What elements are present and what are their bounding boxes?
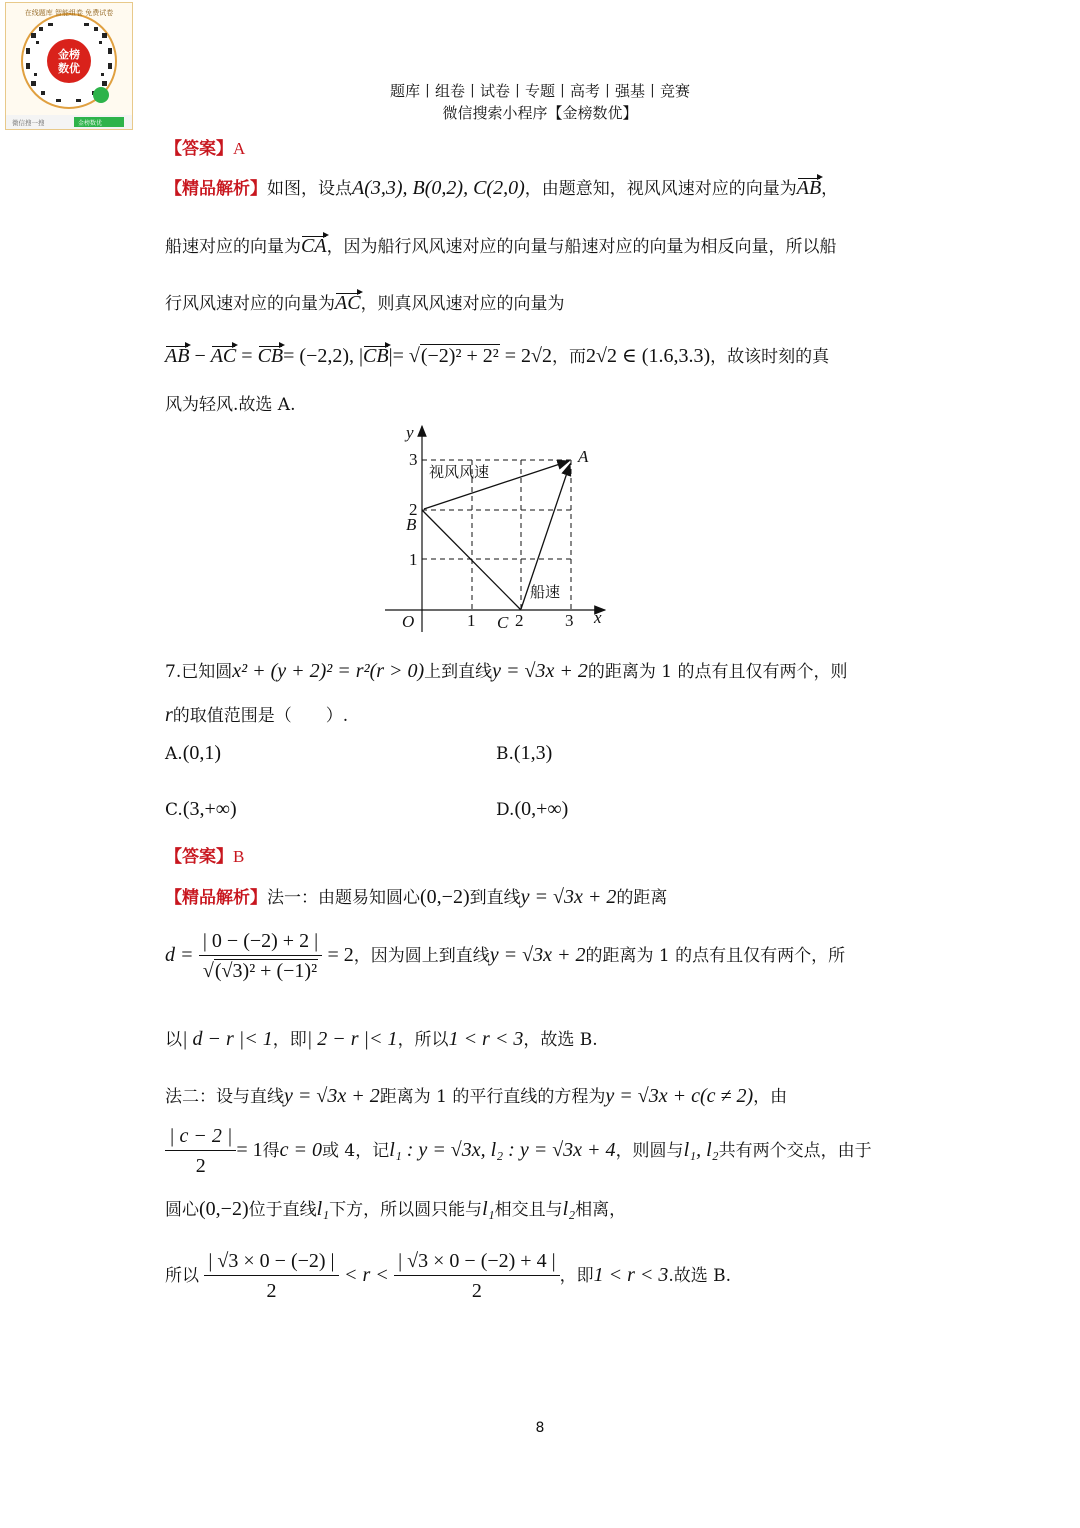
tick-y1: 1 [409,550,418,569]
tick-x1: 1 [467,611,476,630]
q7-method2-line2: $\frac{| c - 2 |}{2}$ = 1得c = 0或 4，记l₁ : y = √3x, l₂ : y = √3x + 4，则圆与l₁, l₂共有两个交点，由于 [165,1125,872,1178]
tick-x3: 3 [565,611,574,630]
x-axis-label: x [594,608,602,627]
q7-option-c: C.(3,+∞) [165,798,237,820]
svg-text:金榜: 金榜 [58,48,80,61]
q7-method2-line1: 法二：设与直线y = √3x + 2距离为 1 的平行直线的方程为y = √3x + c(c ≠ 2)，由 [165,1085,788,1107]
point-A-label: A [578,447,589,466]
svg-text:金榜数优: 金榜数优 [78,120,103,127]
q6-analysis-line2: 船速对应的向量为CA，因为船行风风速对应的向量与船速对应的向量为相反向量，所以船 [165,235,837,257]
vector-figure [380,420,620,640]
ship-speed-label: 船速 [530,583,561,601]
q7-option-b: B.(1,3) [496,742,553,764]
apparent-wind-label: 视风风速 [429,463,490,481]
q6-analysis-line5: 风为轻风.故选 A. [165,395,296,415]
q6-answer: 【答案】A [165,139,246,159]
page-number: 8 [535,1420,545,1436]
q7-option-a: A.(0,1) [165,742,222,764]
q7-answer: 【答案】B [165,847,245,867]
q6-analysis-line1: 【精品解析】如图，设点A(3,3), B(0,2), C(2,0)，由题意知，视风风速对应的向量为AB， [165,177,839,199]
q7-stem-line2: r的取值范围是（ ）. [165,704,349,726]
q7-method1-line3: 以| d − r |< 1，即| 2 − r |< 1，所以1 < r < 3，故选 B. [165,1028,598,1050]
svg-text:微信搜一搜: 微信搜一搜 [12,119,45,127]
tick-x2: 2 [515,611,524,630]
c-fraction: $\frac{| c - 2 |}{2}$ [165,1125,236,1178]
tick-y3: 3 [409,450,418,469]
q7-method2-line3: 圆心(0,−2)位于直线l₁下方，所以圆只能与l₁相交且与l₂相离， [165,1198,627,1220]
y-axis-label: y [406,423,414,442]
svg-text:数优: 数优 [58,62,80,75]
q6-analysis-line3: 行风风速对应的向量为AC，则真风风速对应的向量为 [165,292,565,314]
origin-label: O [402,612,415,631]
upper-bound-fraction: $\frac{| √3 \times 0 - (-2) + 4 |}{2}$ [394,1250,559,1303]
svg-text:在线题库 智能组卷 免费试卷: 在线题库 智能组卷 免费试卷 [24,9,114,17]
q6-analysis-line4: AB − AC = CB= (−2,2), |CB|= √(−2)² + 2² = 2√2，而2√2 ∈ (1.6,3.3)，故该时刻的真 [165,345,830,367]
header-nav: 题库丨组卷丨试卷丨专题丨高考丨强基丨竞赛 [389,82,690,100]
point-B-label: B [406,515,417,534]
lower-bound-fraction: $\frac{| √3 \times 0 - (-2) |}{2}$ [204,1250,338,1303]
distance-fraction: $\frac{| 0 - (-2) + 2 |}{\text{√(√3)² + (−1)²}}$ [199,930,322,983]
q7-method2-line4: 所以 $\frac{| √3 \times 0 - (-2) |}{2}$ < r < $\frac{| √3 \times 0 - (-2) + 4 |}{2}$ ，即1 < r < 3.故选 B. [165,1250,732,1302]
q7-method1-line2: d = $\frac{| 0 - (-2) + 2 |}{\text{√(√3)² + (−1)²}}$ = 2，因为圆上到直线y = √3x + 2的距离为 1 的点有且仅有两个，所 [165,930,846,982]
header-miniprogram: 微信搜索小程序【金榜数优】 [442,104,638,122]
tick-y2: 2 [409,500,418,519]
point-C-label: C [497,613,509,632]
q7-stem-line1: 7.已知圆x² + (y + 2)² = r²(r > 0)上到直线y = √3x + 2的距离为 1 的点有且仅有两个，则 [165,660,848,682]
q7-option-d: D.(0,+∞) [496,798,569,820]
q7-method1-line1: 【精品解析】法一：由题易知圆心(0,−2)到直线y = √3x + 2的距离 [165,886,668,908]
